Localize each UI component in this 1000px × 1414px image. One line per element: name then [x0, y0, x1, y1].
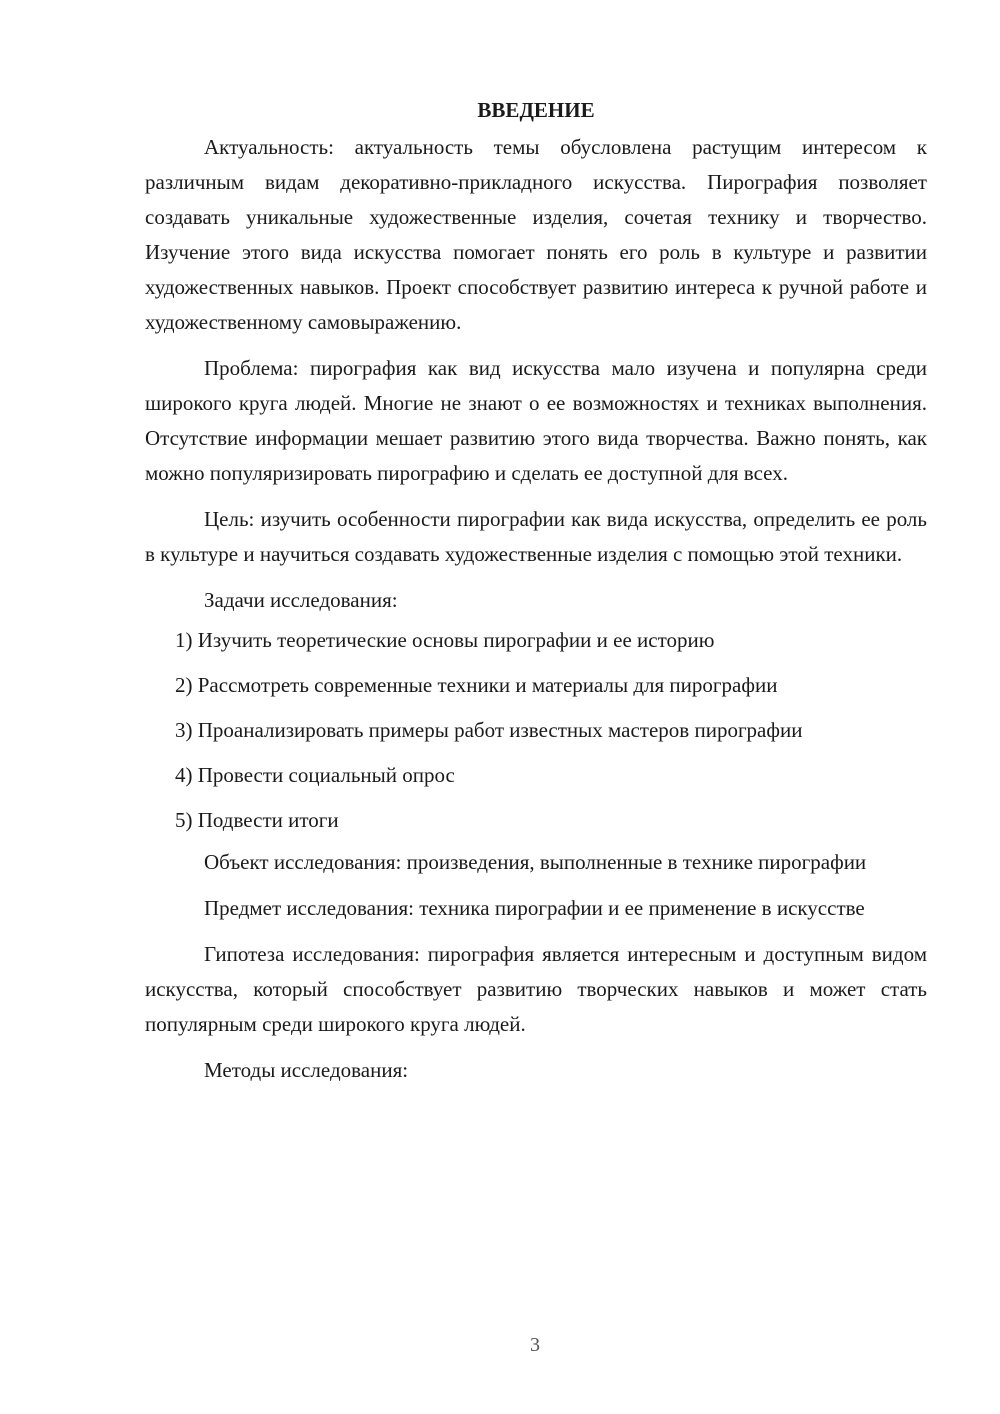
list-item: 3) Проанализировать примеры работ известных мастеров пирографии	[175, 718, 803, 742]
goal-paragraph: Цель: изучить особенности пирографии как вида искусства, определить ее роль в культуре и научиться создавать художественные изделия с помощью этой техники.	[145, 507, 927, 566]
relevance-paragraph: Актуальность: актуальность темы обусловлена растущим интересом к различным видам декоративно-прикладного искусства. Пирография позволяет создавать уникальные художественные изделия, сочетая технику и творчество. Изучение этого вида искусства помогает понять его роль в культуре и развитии художественных навыков. Проект способствует развитию интереса к ручной работе и художественному самовыражению.	[145, 135, 927, 334]
list-item: 4) Провести социальный опрос	[175, 763, 455, 787]
list-item: 5) Подвести итоги	[175, 808, 339, 832]
problem-paragraph: Проблема: пирография как вид искусства мало изучена и популярна среди широкого круга людей. Многие не знают о ее возможностях и техниках выполнения. Отсутствие информации мешает развитию этого вида творчества. Важно понять, как можно популяризировать пирографию и сделать ее доступной для всех.	[145, 356, 927, 485]
tasks-list	[145, 618, 927, 843]
document-title: ВВЕДЕНИЕ	[477, 98, 595, 122]
subject-paragraph: Предмет исследования: техника пирографии и ее применение в искусстве	[204, 896, 865, 920]
methods-heading: Методы исследования:	[204, 1058, 409, 1082]
hypothesis-paragraph: Гипотеза исследования: пирография является интересным и доступным видом искусства, который способствует развитию творческих навыков и может стать популярным среди широкого круга людей.	[145, 942, 927, 1036]
tasks-heading: Задачи исследования:	[204, 588, 398, 612]
list-item: 2) Рассмотреть современные техники и материалы для пирографии	[175, 673, 778, 697]
list-item: 1) Изучить теоретические основы пирографии и ее историю	[175, 628, 715, 652]
object-paragraph: Объект исследования: произведения, выполненные в технике пирографии	[204, 850, 867, 874]
page-number: 3	[530, 1334, 540, 1356]
document-page	[145, 90, 927, 1099]
